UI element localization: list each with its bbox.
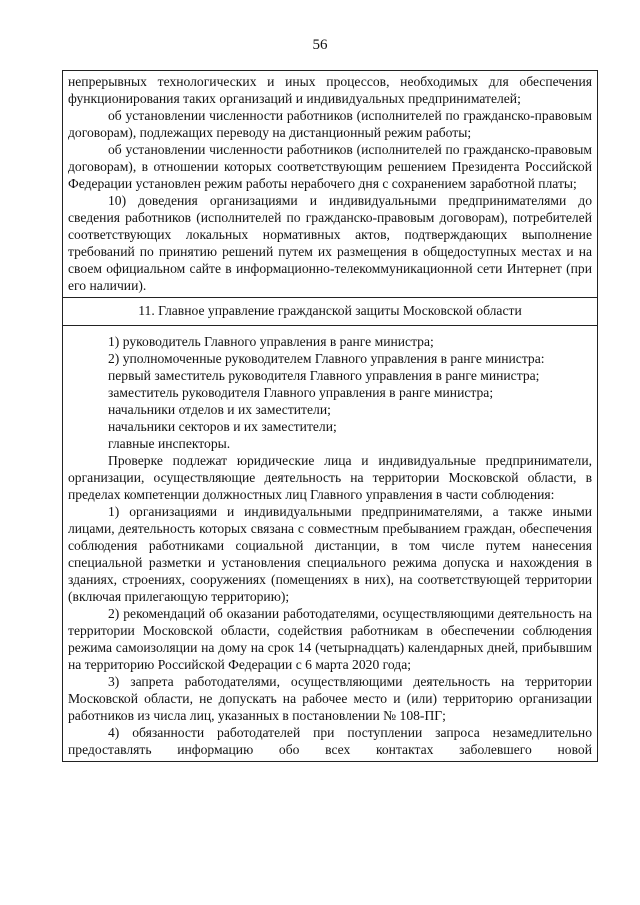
list-item: начальники секторов и их заместители; <box>108 419 337 434</box>
paragraph: Проверке подлежат юридические лица и индивидуальные предприниматели, организации, осуществляющие деятельность на территории Московской области, в пределах компетенции должностных лиц Главного управления в части соблюдения: <box>68 453 592 502</box>
paragraph: об установлении численности работников (исполнителей по гражданско-правовым договорам), в отношении которых соответствующим решением Президента Российской Федерации установлен режим работы нерабочего дня с сохранением заработной платы; <box>68 142 592 191</box>
paragraph: 3) запрета работодателями, осуществляющими деятельность на территории Московской области, не допускать на рабочее место и (или) территорию организации работников из числа лиц, указанных в постановлении № 108-ПГ; <box>68 674 592 723</box>
paragraph: непрерывных технологических и иных процессов, необходимых для обеспечения функционирования таких организаций и индивидуальных предпринимателей; <box>68 74 592 106</box>
requirements-table <box>62 70 598 762</box>
list-item: главные инспекторы. <box>108 436 231 451</box>
list-item: заместитель руководителя Главного управления в ранге министра; <box>108 385 494 400</box>
list-item: начальники отделов и их заместители; <box>108 402 331 417</box>
page-number: 56 <box>312 37 328 53</box>
list-item: первый заместитель руководителя Главного управления в ранге министра; <box>108 368 540 383</box>
paragraph: 2) рекомендаций об оказании работодателями, осуществляющими деятельность на территории Московской области, содействия работникам в обеспечении соблюдения режима самоизоляции на дому на срок 14 (четырнадцать) календарных дней, прибывшим на территорию Российской Федерации с 6 марта 2020 года; <box>68 606 592 672</box>
list-item: 2) уполномоченные руководителем Главного управления в ранге министра: <box>108 351 545 366</box>
section-heading: 11. Главное управление гражданской защиты Московской области <box>138 303 522 318</box>
paragraph: 4) обязанности работодателей при поступлении запроса незамедлительно предоставлять информацию обо всех контактах заболевшего новой <box>68 725 592 757</box>
table-row-continuation <box>63 71 597 297</box>
table-row-section-heading <box>63 297 597 325</box>
table-row-section-body <box>63 325 597 761</box>
list-item: 1) руководитель Главного управления в ранге министра; <box>108 334 434 349</box>
paragraph: 1) организациями и индивидуальными предпринимателями, а также иными лицами, деятельность которых связана с совместным пребыванием граждан, обеспечения соблюдения работниками социальной дистанции, в том числе путем нанесения специальной разметки и установления специального режима допуска и нахождения в зданиях, строениях, сооружениях (помещениях в них), на соответствующей территории (включая прилегающую территорию); <box>68 504 592 604</box>
paragraph: 10) доведения организациями и индивидуальными предпринимателями до сведения работников (исполнителей по гражданско-правовым договорам), потребителей соответствующих локальных нормативных актов, подтверждающих выполнение требований по принятию решений путем их размещения в общедоступных местах и на своем официальном сайте в информационно-телекоммуникационной сети Интернет (при его наличии). <box>68 193 592 293</box>
paragraph: об установлении численности работников (исполнителей по гражданско-правовым договорам), подлежащих переводу на дистанционный режим работы; <box>68 108 592 140</box>
